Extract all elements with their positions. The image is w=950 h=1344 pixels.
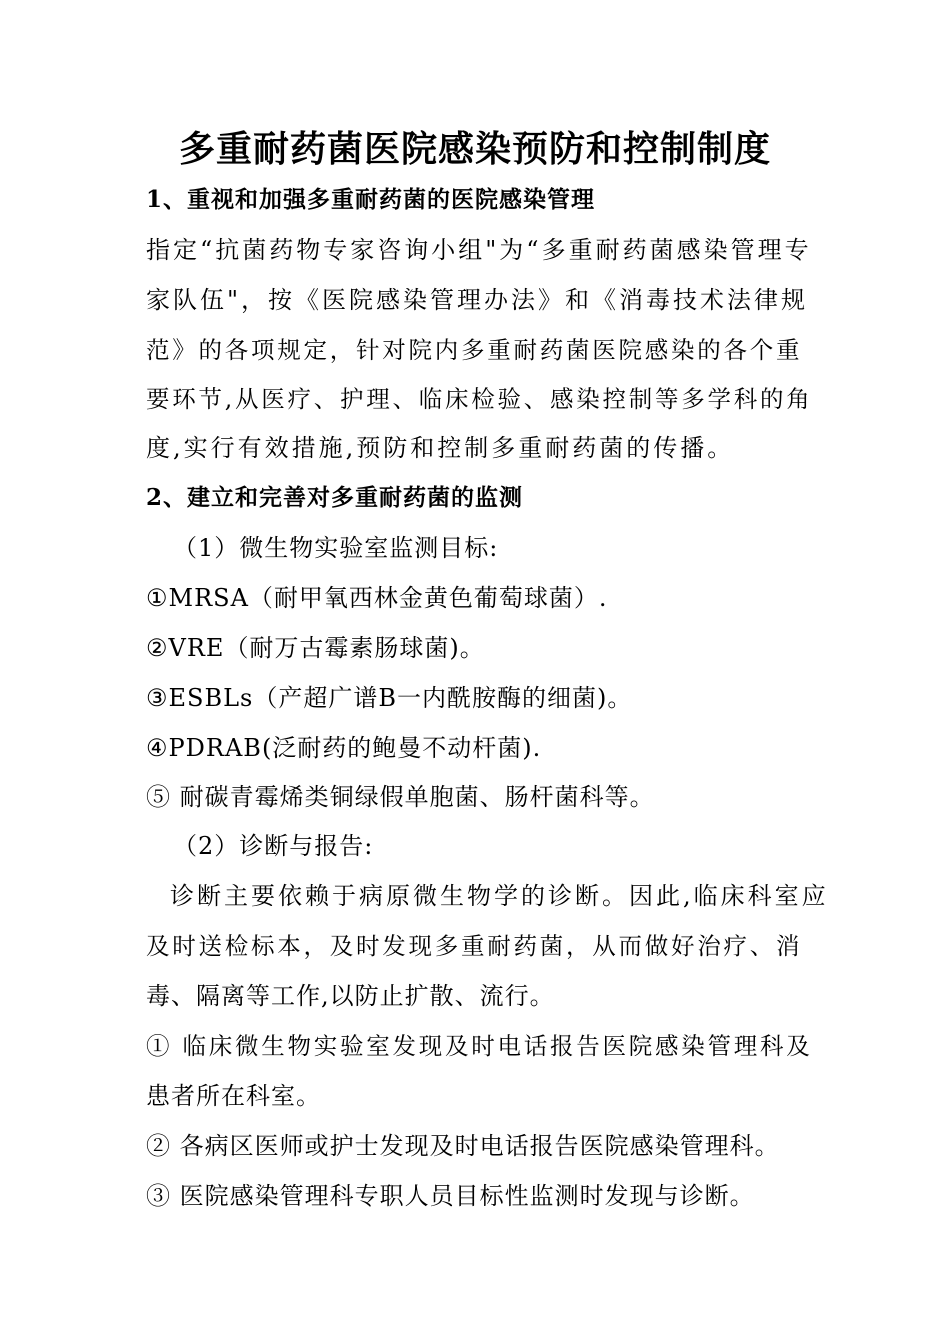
document-title: 多重耐药菌医院感染预防和控制制度 — [178, 128, 771, 170]
report-line: ① 临床微生物实验室发现及时电话报告医院感染管理科及 — [146, 1032, 813, 1060]
target-item: ②VRE（耐万古霉素肠球菌)。 — [146, 634, 485, 662]
target-item: ⑤ 耐碳青霉烯类铜绿假单胞菌、肠杆菌科等。 — [146, 783, 655, 811]
section-1-line: 指定“抗菌药物专家咨询小组"为“多重耐药菌感染管理专 — [146, 236, 812, 264]
target-item: ④PDRAB(泛耐药的鲍曼不动杆菌). — [146, 734, 542, 762]
section-1-line: 要环节,从医疗、护理、临床检验、感染控制等多学科的角 — [146, 385, 813, 413]
diagnosis-line: 诊断主要依赖于病原微生物学的诊断。因此,临床科室应 — [170, 882, 829, 910]
section-1-line: 范》的各项规定，针对院内多重耐药菌医院感染的各个重 — [146, 336, 803, 364]
section-2-heading: 2、建立和完善对多重耐药菌的监测 — [146, 484, 524, 511]
section-1-line: 家队伍"，按《医院感染管理办法》和《消毒技术法律规 — [146, 286, 809, 314]
target-item: ①MRSA（耐甲氧西林金黄色葡萄球菌）. — [146, 584, 608, 612]
report-line: ③ 医院感染管理科专职人员目标性监测时发现与诊断。 — [146, 1182, 755, 1210]
diagnosis-line: 毒、隔离等工作,以防止扩散、流行。 — [146, 982, 555, 1010]
report-line: 患者所在科室。 — [146, 1082, 321, 1110]
subsection-1-title: （1）微生物实验室监测目标: — [173, 534, 499, 562]
report-line: ② 各病区医师或护士发现及时电话报告医院感染管理科。 — [146, 1132, 780, 1160]
diagnosis-line: 及时送检标本，及时发现多重耐药菌，从而做好治疗、消 — [146, 932, 803, 960]
target-item: ③ESBLs（产超广谱Β一内酰胺酶的细菌)。 — [146, 684, 633, 712]
section-1-heading: 1、重视和加强多重耐药菌的医院感染管理 — [146, 186, 596, 213]
subsection-2-title: （2）诊断与报告: — [173, 832, 374, 860]
section-1-line: 度,实行有效措施,预防和控制多重耐药菌的传播。 — [146, 434, 735, 462]
